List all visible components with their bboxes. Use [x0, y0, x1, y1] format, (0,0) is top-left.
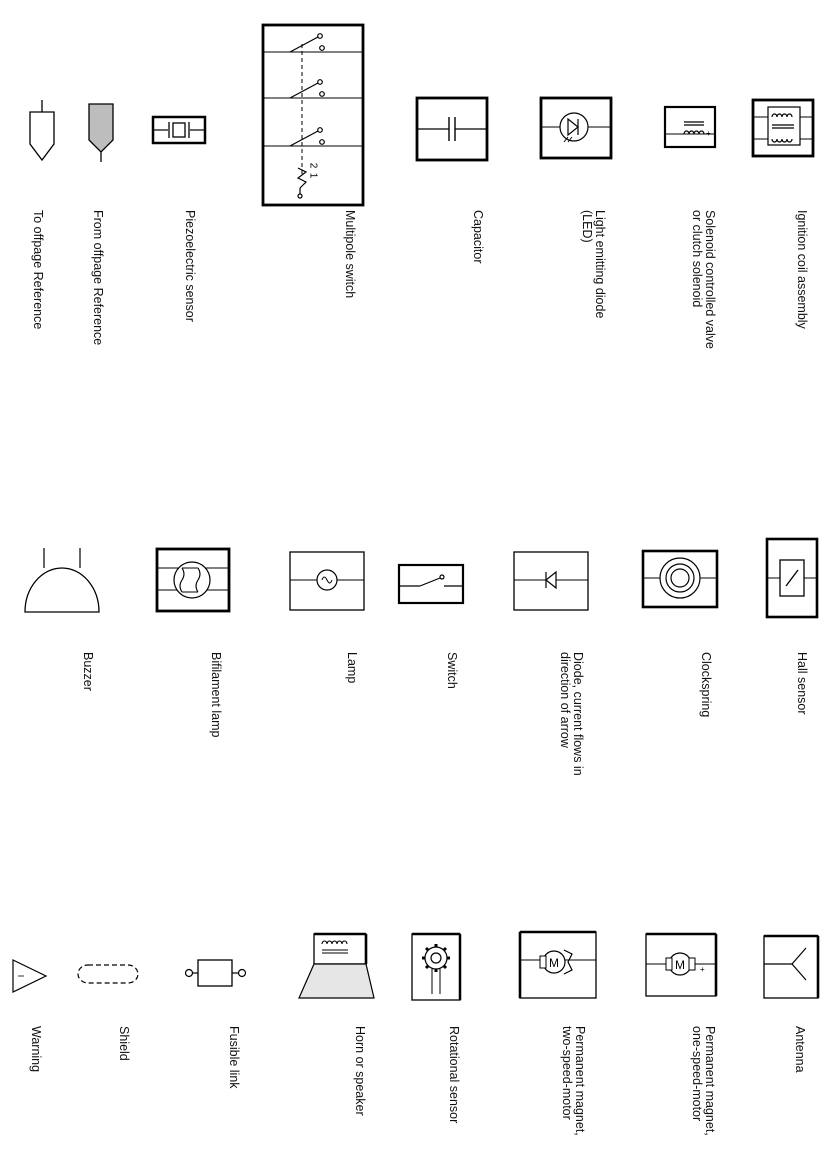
two-speed-motor-icon [518, 930, 598, 1000]
warning-label: Warning [29, 1026, 43, 1073]
svg-text:+: + [700, 965, 705, 974]
lamp-label: Lamp [345, 652, 359, 684]
warning-icon [10, 956, 50, 996]
to-offpage-reference-label: To offpage Reference [31, 210, 45, 330]
buzzer-icon [22, 548, 102, 618]
to-offpage-reference-icon [26, 100, 58, 166]
multipole-switch-contact-mark: 2 [307, 162, 319, 169]
clockspring-icon [640, 548, 720, 610]
one-speed-motor-label: Permanent magnet, one-speed-motor [690, 1026, 717, 1136]
antenna-icon [762, 934, 820, 1000]
one-speed-motor-icon [644, 932, 718, 998]
multipole-switch-icon [260, 22, 366, 208]
ignition-coil-label: Ignition coil assembly [795, 210, 809, 329]
diode-label: Diode, current flows in direction of arrow [558, 652, 585, 776]
capacitor-icon [414, 95, 490, 163]
buzzer-label: Buzzer [81, 652, 95, 691]
piezoelectric-sensor-label: Piezoelectric sensor [183, 210, 197, 322]
switch-label: Switch [445, 652, 459, 689]
switch-icon [396, 562, 466, 606]
bifilament-lamp-label: Bifilament lamp [209, 652, 223, 738]
rotational-sensor-label: Rotational sensor [447, 1026, 461, 1124]
diode-icon [512, 550, 590, 612]
fusible-link-label: Fusible link [227, 1026, 241, 1089]
piezoelectric-sensor-icon [150, 114, 208, 146]
lamp-icon [288, 550, 366, 612]
two-speed-motor-letter: M [549, 956, 559, 970]
led-icon [538, 95, 614, 161]
bifilament-lamp-icon [154, 546, 232, 614]
svg-text:+: + [706, 129, 711, 138]
clockspring-label: Clockspring [699, 652, 713, 718]
one-speed-motor-letter: M [675, 958, 685, 972]
antenna-label: Antenna [793, 1026, 807, 1073]
fusible-link-icon [182, 956, 250, 990]
from-offpage-reference-icon [86, 100, 116, 166]
multipole-switch-label: Multipole switch [343, 210, 357, 299]
multipole-switch-contact-mark: 1 [307, 172, 319, 179]
capacitor-label: Capacitor [471, 210, 485, 264]
horn-or-speaker-icon [296, 930, 376, 1002]
hall-sensor-label: Hall sensor [795, 652, 809, 715]
rotational-sensor-icon [410, 932, 462, 1002]
shield-icon [74, 962, 142, 986]
two-speed-motor-label: Permanent magnet, two-speed-motor [560, 1026, 587, 1136]
solenoid-valve-label: Solenoid controlled valve or clutch solenoid [690, 210, 717, 349]
ignition-coil-icon [750, 97, 816, 159]
shield-label: Shield [117, 1026, 131, 1061]
from-offpage-reference-label: From offpage Reference [91, 210, 105, 346]
solenoid-valve-icon [662, 104, 718, 150]
led-label: Light emitting diode (LED) [580, 210, 607, 319]
horn-or-speaker-label: Horn or speaker [353, 1026, 367, 1116]
hall-sensor-icon [764, 536, 820, 620]
